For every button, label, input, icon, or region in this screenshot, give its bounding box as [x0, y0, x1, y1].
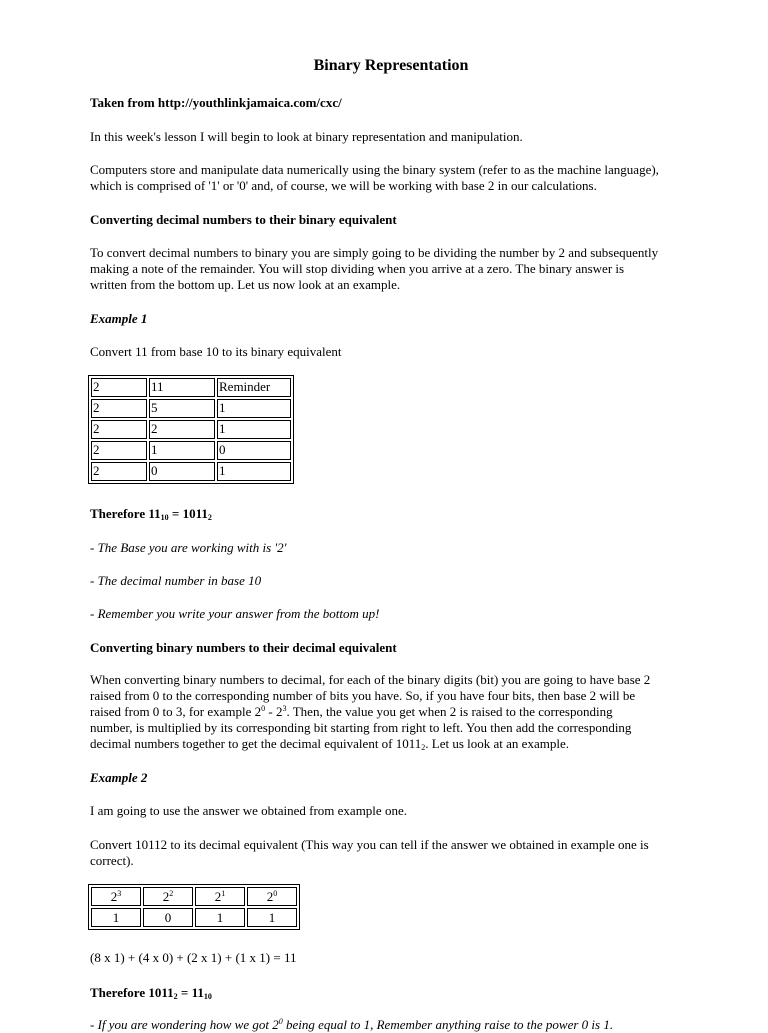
quotient-cell: 5	[149, 399, 215, 418]
table-row	[91, 908, 297, 927]
bit-cell: 1	[247, 908, 297, 927]
base-subscript: 10	[203, 992, 212, 1001]
power-cell	[195, 887, 245, 906]
remainder-cell: 0	[217, 441, 291, 460]
text-span: being equal to 1, Remember anything raise to the power 0 is 1.	[282, 1017, 614, 1032]
table-row	[91, 378, 291, 397]
text-line: written from the bottom up. Let us now look at an example.	[90, 277, 401, 292]
example-2-intro: I am going to use the answer we obtained from example one.	[90, 803, 407, 818]
base-subscript: 10	[160, 513, 169, 522]
exponent: 2	[169, 889, 174, 898]
binary-paragraph	[90, 672, 690, 752]
footnote	[90, 1017, 750, 1033]
power-cell	[247, 887, 297, 906]
exponent: 3	[117, 889, 122, 898]
divisor-cell: 2	[91, 399, 147, 418]
base-subscript: 2	[421, 743, 426, 752]
example-2-prompt	[90, 837, 690, 869]
text-span: raised from 0 to 3, for example 2	[90, 704, 262, 719]
text-line: To convert decimal numbers to binary you are simply going to be dividing the number by 2 and subsequently	[90, 245, 659, 260]
table-row	[91, 399, 291, 418]
text-line: Convert 10112 to its decimal equivalent (This way you can tell if the answer we obtained in example one is	[90, 837, 649, 852]
bit-cell: 0	[143, 908, 193, 927]
page-title: Binary Representation	[313, 57, 469, 74]
result-text: Therefore 1011	[90, 985, 174, 1000]
source-line: Taken from http://youthlinkjamaica.com/cxc/	[90, 95, 342, 110]
section-heading-decimal-to-binary: Converting decimal numbers to their binary equivalent	[90, 212, 397, 227]
text-span: - If you are wondering how we got 2	[90, 1017, 279, 1032]
convert-paragraph	[90, 245, 690, 293]
table-row	[91, 420, 291, 439]
exponent: 3	[282, 704, 287, 713]
remainder-cell: 1	[217, 399, 291, 418]
divisor-cell: 2	[91, 441, 147, 460]
example-1-prompt: Convert 11 from base 10 to its binary equivalent	[90, 344, 342, 359]
conversion-equation: (8 x 1) + (4 x 0) + (2 x 1) + (1 x 1) = 11	[90, 950, 297, 965]
example-1-result	[90, 506, 690, 522]
table-row	[91, 441, 291, 460]
text-line: number, is multiplied by its corresponding bit starting from right to left. You then add the corresponding	[90, 720, 632, 735]
bit-cell: 1	[195, 908, 245, 927]
quotient-cell: 1	[149, 441, 215, 460]
computers-paragraph	[90, 162, 690, 194]
text-span: - 2	[265, 704, 283, 719]
text-span: . Then, the value you get when 2 is raised to the corresponding	[286, 704, 613, 719]
exponent: 0	[273, 889, 278, 898]
remainder-cell: 1	[217, 462, 291, 481]
note-base: - The Base you are working with is '2'	[90, 540, 287, 555]
quotient-cell: 0	[149, 462, 215, 481]
base-text: 2	[110, 889, 118, 904]
result-text: = 1011	[168, 506, 208, 521]
divisor-cell: 2	[91, 462, 147, 481]
result-text: Therefore 11	[90, 506, 161, 521]
base-text: 2	[162, 889, 170, 904]
exponent: 1	[221, 889, 226, 898]
divisor-cell: 2	[91, 420, 147, 439]
divisor-cell: 2	[91, 378, 147, 397]
result-text: = 11	[177, 985, 204, 1000]
example-2-title: Example 2	[90, 770, 148, 785]
text-span: decimal numbers together to get the decimal equivalent of 1011	[90, 736, 422, 751]
place-value-table	[88, 884, 300, 930]
text-line	[90, 704, 690, 720]
base-subscript: 2	[173, 992, 178, 1001]
exponent: 0	[278, 1017, 283, 1026]
exponent: 0	[261, 704, 266, 713]
note-bottom-up: - Remember you write your answer from the bottom up!	[90, 606, 380, 621]
text-line: making a note of the remainder. You will stop dividing when you arrive at a zero. The binary answer is	[90, 261, 625, 276]
text-line: which is comprised of '1' or '0' and, of course, we will be working with base 2 in our calculations.	[90, 178, 597, 193]
example-2-result	[90, 985, 690, 1001]
bit-cell: 1	[91, 908, 141, 927]
quotient-cell: 11	[149, 378, 215, 397]
section-heading-binary-to-decimal: Converting binary numbers to their decimal equivalent	[90, 640, 397, 655]
remainder-header: Reminder	[217, 378, 291, 397]
remainder-cell: 1	[217, 420, 291, 439]
quotient-cell: 2	[149, 420, 215, 439]
text-line: Computers store and manipulate data numerically using the binary system (refer to as the machine language),	[90, 162, 659, 177]
division-table	[88, 375, 294, 484]
table-row	[91, 462, 291, 481]
table-row	[91, 887, 297, 906]
example-1-title: Example 1	[90, 311, 148, 326]
text-line: When converting binary numbers to decimal, for each of the binary digits (bit) you are going to have base 2	[90, 672, 651, 687]
text-span: . Let us look at an example.	[425, 736, 569, 751]
power-cell	[91, 887, 141, 906]
intro-paragraph: In this week's lesson I will begin to look at binary representation and manipulation.	[90, 129, 523, 144]
text-line: correct).	[90, 853, 134, 868]
text-line: raised from 0 to the corresponding number of bits you have. So, if you have four bits, then base 2 will be	[90, 688, 636, 703]
note-decimal: - The decimal number in base 10	[90, 573, 262, 588]
text-line	[90, 736, 690, 752]
base-text: 2	[214, 889, 222, 904]
power-cell	[143, 887, 193, 906]
base-text: 2	[266, 889, 274, 904]
base-subscript: 2	[207, 513, 212, 522]
